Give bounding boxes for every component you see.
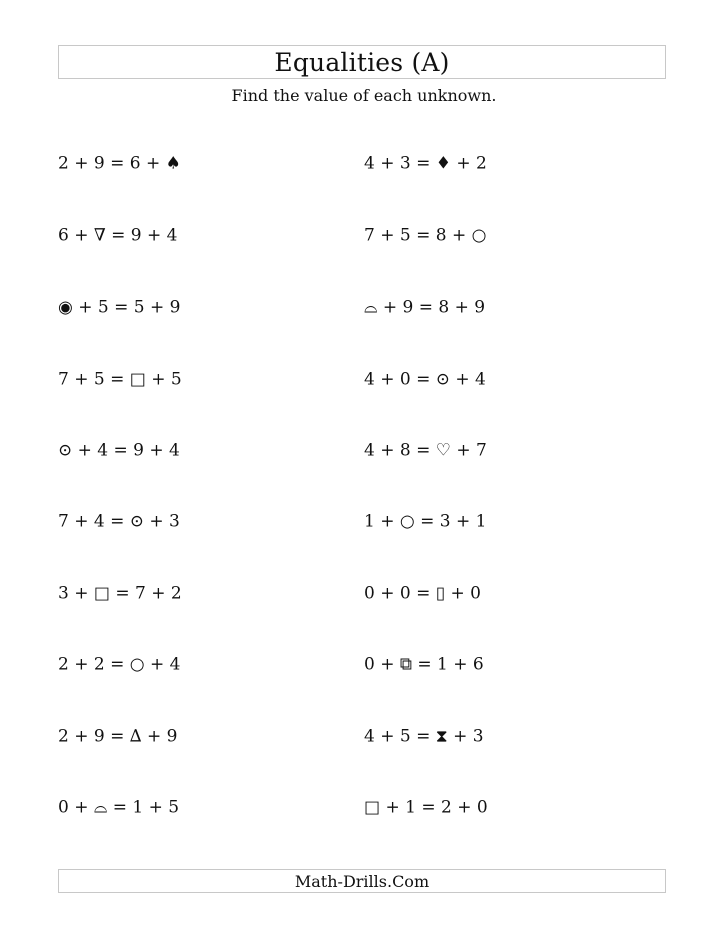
problem-7: 3 + □ = 7 + 2 xyxy=(58,583,182,604)
problem-5: ⊙ + 4 = 9 + 4 xyxy=(58,440,180,461)
problem-12: 7 + 5 = 8 + ○ xyxy=(364,225,487,246)
problem-13: ⌓ + 9 = 8 + 9 xyxy=(364,297,486,318)
problem-3: ◉ + 5 = 5 + 9 xyxy=(58,297,181,318)
problem-6: 7 + 4 = ⊙ + 3 xyxy=(58,511,180,532)
footer-site: Math-Drills.Com xyxy=(294,871,430,891)
problem-19: 4 + 5 = ⧗ + 3 xyxy=(364,726,484,747)
problem-10: 0 + ⌓ = 1 + 5 xyxy=(58,797,180,818)
problem-1: 2 + 9 = 6 + ♠ xyxy=(58,153,181,174)
footer-box xyxy=(58,869,666,893)
problem-16: 1 + ○ = 3 + 1 xyxy=(364,511,487,532)
problem-8: 2 + 2 = ○ + 4 xyxy=(58,654,181,675)
problem-20: □ + 1 = 2 + 0 xyxy=(364,797,488,818)
problem-11: 4 + 3 = ♦ + 2 xyxy=(364,153,487,174)
problem-14: 4 + 0 = ⊙ + 4 xyxy=(364,369,486,390)
problem-15: 4 + 8 = ♡ + 7 xyxy=(364,440,487,461)
problem-17: 0 + 0 = ▯ + 0 xyxy=(364,583,481,604)
problem-18: 0 + ⧉ = 1 + 6 xyxy=(364,654,484,675)
instructions: Find the value of each unknown. xyxy=(231,86,497,105)
page-title: Equalities (A) xyxy=(274,47,450,77)
problem-4: 7 + 5 = □ + 5 xyxy=(58,369,182,390)
problem-9: 2 + 9 = ∆ + 9 xyxy=(58,726,178,747)
problem-2: 6 + ∇ = 9 + 4 xyxy=(58,225,178,246)
